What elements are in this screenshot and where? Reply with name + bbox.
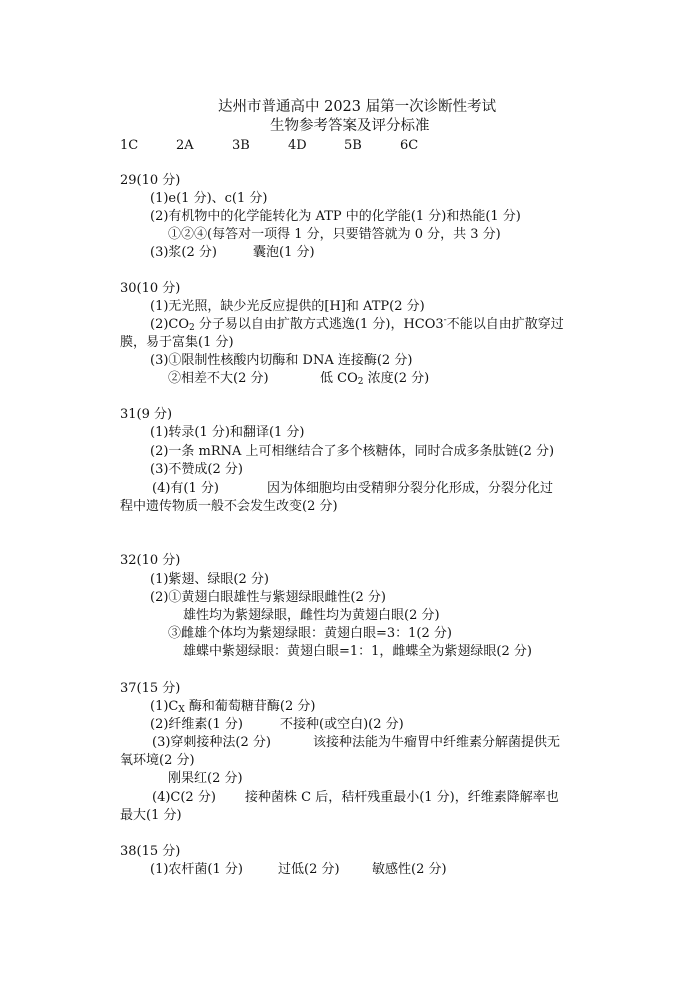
q29-answer-2: (2)有机物中的化学能转化为 ATP 中的化学能(1 分)和热能(1 分) [150,209,521,224]
mc-answer: 4D [288,138,307,153]
exam-subtitle: 生物参考答案及评分标准 [270,118,430,134]
q38-answer-1a: (1)农杆菌(1 分) [150,862,243,877]
q29-answer-1: (1)e(1 分)、c(1 分) [150,191,268,206]
q30-heading: 30(10 分) [120,281,181,296]
q31-answer-2: (2)一条 mRNA 上可相继结合了多个核糖体，同时合成多条肽链(2 分) [150,444,555,459]
q38-answer-1b: 过低(2 分) [278,862,340,877]
q37-answer-2a: (2)纤维素(1 分) [150,717,243,732]
q30-answer-2-cont: 膜，易于富集(1 分) [120,335,234,350]
q32-answer-2-part4: 雄蝶中紫翅绿眼：黄翅白眼=1：1，雌蝶全为紫翅绿眼(2 分) [183,644,532,659]
q37-answer-1: $(1)C_X$ 酶和葡萄糖苷酶(2 分) [150,699,316,715]
q37-answer-4-cont: 最大(1 分) [120,808,182,823]
mc-answer: 5B [344,138,362,153]
q29-answer-2-note: ①②④(每答对一项得 1 分，只要错答就为 0 分，共 3 分) [168,227,501,242]
q32-answer-2-part3: ③雌雄个体均为紫翅绿眼：黄翅白眼=3：1(2 分) [168,626,452,641]
q37-answer-4b: 接种菌株 C 后，秸杆残重最小(1 分)，纤维素降解率也 [245,790,559,805]
q29-heading: 29(10 分) [120,173,181,188]
q30-answer-3-part2b: 低 $CO_2$ 浓度(2 分) [320,371,430,387]
q31-answer-4b: 因为体细胞均由受精卵分裂分化形成，分裂分化过 [267,481,554,496]
mc-answer: 2A [176,138,194,153]
q32-answer-2-part2: 雄性均为紫翅绿眼，雌性均为黄翅白眼(2 分) [183,608,440,623]
q37-heading: 37(15 分) [120,681,181,696]
q32-answer-2: (2)①黄翅白眼雄性与紫翅绿眼雌性(2 分) [150,590,386,605]
q37-answer-4a: (4)C(2 分) [152,790,216,805]
q32-answer-1: (1)紫翅、绿眼(2 分) [150,572,269,587]
mc-answer: 3B [232,138,250,153]
q37-answer-3-cont: 氧环境(2 分) [120,753,195,768]
q29-answer-3b: 囊泡(1 分) [253,245,315,260]
q29-answer-3a: (3)浆(2 分) [150,245,217,260]
q32-heading: 32(10 分) [120,553,181,568]
q37-answer-3a: (3)穿刺接种法(2 分) [152,735,271,750]
q31-answer-4a: (4)有(1 分) [152,481,219,496]
q31-answer-4-cont: 程中遗传物质一般不会发生改变(2 分) [120,499,338,514]
q30-answer-2: $(2)CO_2$ 分子易以自由扩散方式逃逸(1 分)，HCO3-不能以自由扩散穿过 [150,315,564,333]
q31-answer-3: (3)不赞成(2 分) [150,462,243,477]
q30-answer-1: (1)无光照，缺少光反应提供的[H]和 ATP(2 分) [150,299,425,314]
q30-answer-3-part2a: ②相差不大(2 分) [168,371,269,386]
q38-heading: 38(15 分) [120,844,181,859]
q37-answer-3b: 该接种法能为牛瘤胃中纤维素分解菌提供无 [313,735,561,750]
q30-answer-3: (3)①限制性核酸内切酶和 DNA 连接酶(2 分) [150,353,413,368]
q37-answer-3-part2: 刚果红(2 分) [168,771,243,786]
exam-title: 达州市普通高中 2023 届第一次诊断性考试 [218,99,497,115]
mc-answer: 6C [400,138,419,153]
mc-answers [120,137,456,155]
q38-answer-1c: 敏感性(2 分) [372,862,447,877]
mc-answer: 1C [120,138,139,153]
q31-answer-1: (1)转录(1 分)和翻译(1 分) [150,425,305,440]
q37-answer-2b: 不接种(或空白)(2 分) [280,717,404,732]
q31-heading: 31(9 分) [120,407,173,422]
